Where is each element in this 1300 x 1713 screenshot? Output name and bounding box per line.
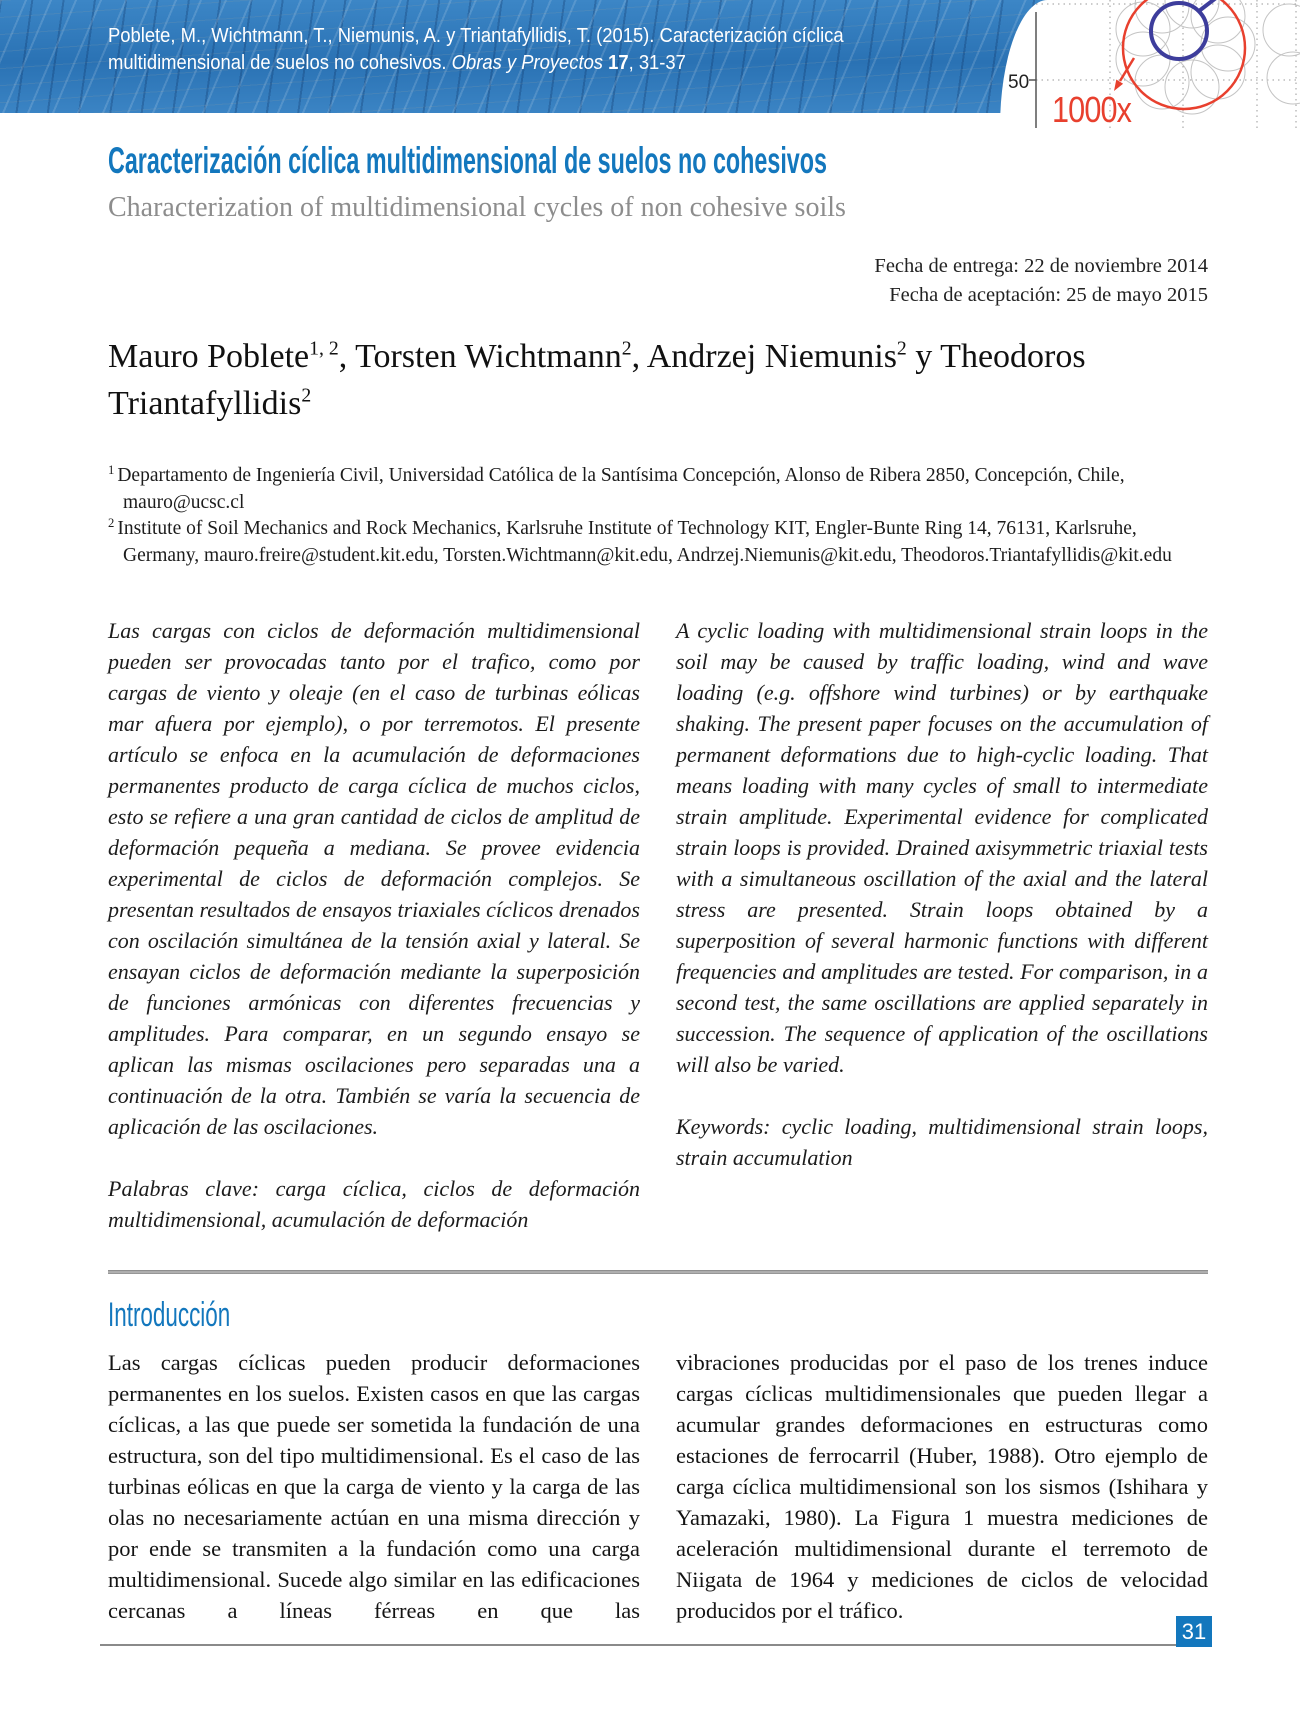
article-front-matter	[0, 140, 1300, 1626]
affiliation-marker: 2	[108, 515, 115, 530]
introduction-col2: vibraciones producidas por el paso de los trenes induce cargas cíclicas multidimensionales que pueden llegar a acumular grandes deformaciones en estructuras como estaciones de ferrocarril (Huber, 1988). Otro ejemplo de carga cíclica multidimensional son los sismos (Ishihara y Yamazaki, 1980). La Figura 1 muestra mediciones de aceleración multidimensional durante el terremoto de Niigata de 1964 y mediciones de ciclos de velocidad producidos por el tráfico.	[676, 1350, 1208, 1623]
introduction-col1: Las cargas cíclicas pueden producir deformaciones permanentes en los suelos. Existen casos en que las cargas cíclicas, a las que puede ser sometida la fundación de una estructura, son del tipo multidimensional. Es el caso de las turbinas eólicas en que la carga de viento y la carga de las olas no necesariamente actúan en una misma dirección y por ende se transmiten a la fundación como una carga multidimensional. Sucede algo similar en las edificaciones cercanas a líneas férreas en que las	[108, 1350, 640, 1623]
keywords: Keywords: cyclic loading, multidimensional strain loops, strain accumulation	[676, 1114, 1208, 1170]
introduction-body	[108, 1347, 1208, 1626]
affiliations-block	[108, 463, 1208, 569]
gray-circle-pattern	[1116, 0, 1300, 114]
article-title-en: Characterization of multidimensional cycles of non cohesive soils	[108, 192, 846, 223]
citation-text	[108, 23, 844, 77]
introduction-heading: Introducción	[108, 1296, 231, 1334]
abstract-en-body: A cyclic loading with multidimensional strain loops in the soil may be caused by traffic loading, wind and wave loading (e.g. offshore wind turbines) or by earthquake shaking. The present paper focuses on the accumulation of permanent deformations due to high-cyclic loading. That means loading with many cycles of small to intermediate strain amplitude. Experimental evidence for complicated strain loops is provided. Drained axisymmetric triaxial tests with a simultaneous oscillation of the axial and the lateral stress are presented. Strain loops obtained by a superposition of several harmonic functions with different frequencies and amplitudes are tested. For comparison, in a second test, the same oscillations are applied separately in succession. The sequence of application of the oscillations will also be varied.	[676, 618, 1208, 1077]
palabras-clave: Palabras clave: carga cíclica, ciclos de deformación multidimensional, acumulación de deformación	[108, 1176, 640, 1232]
abstract-en-column	[676, 615, 1208, 1235]
author-name: Theodoros Triantafyllidis	[108, 338, 1094, 422]
header-figure-graphic	[1000, 0, 1300, 128]
author-name: Andrzej Niemunis	[646, 338, 897, 375]
citation-line1: Poblete, M., Wichtmann, T., Niemunis, A. y Triantafyllidis, T. (2015). Caracterización cíclica	[108, 25, 844, 47]
author-affiliation-sup: 2	[896, 337, 907, 360]
article-title-es: Caracterización cíclica multidimensional de suelos no cohesivos	[108, 140, 827, 181]
affiliation-text: Departamento de Ingeniería Civil, Universidad Católica de la Santísima Concepción, Alonso de Ribera 2850, Concepción, Chile, mauro@ucsc.cl	[117, 465, 1125, 513]
author-separator: ,	[631, 338, 647, 375]
section-divider-rule	[108, 1270, 1208, 1274]
y-axis-tick-label: 50	[1008, 72, 1030, 93]
affiliation-marker: 1	[108, 462, 115, 477]
strain-loop-plot	[1000, 0, 1300, 128]
page-number-badge: 31	[1176, 1616, 1212, 1647]
author-affiliation-sup: 1, 2	[309, 337, 339, 360]
affiliation-item	[108, 516, 1208, 569]
abstract-es-body: Las cargas con ciclos de deformación multidimensional pueden ser provocadas tanto por el trafico, como por cargas de viento y oleaje (en el caso de turbinas eólicas mar afuera por ejemplo), o por terremotos. El presente artículo se enfoca en la acumulación de deformaciones permanentes producto de carga cíclica de muchos ciclos, esto se refiere a una gran cantidad de ciclos de amplitud de deformación pequeña a mediana. Se provee evidencia experimental de ciclos de deformación complejos. Se presentan resultados de ensayos triaxiales cíclicos drenados con oscilación simultánea de la tensión axial y lateral. Se ensayan ciclos de deformación mediante la superposición de funciones armónicas con diferentes frecuencias y amplitudes. Para comparar, en un segundo ensayo se aplican las mismas oscilaciones pero separadas una a continuación de la otra. También se varía la secuencia de aplicación de las oscilaciones.	[108, 618, 640, 1139]
red-envelope-circle	[1123, 0, 1245, 109]
citation-volume: 17	[603, 52, 629, 74]
journal-header-band	[0, 0, 1300, 128]
author-affiliation-sup: 2	[301, 384, 312, 407]
abstract-section	[108, 615, 1208, 1235]
citation-line2-prefix: multidimensional de suelos no cohesivos.	[108, 52, 452, 74]
magnification-label: 1000x	[1052, 90, 1132, 128]
blue-loop-circle	[1151, 0, 1242, 59]
affiliation-text: Institute of Soil Mechanics and Rock Mechanics, Karlsruhe Institute of Technology KIT, Engler-Bunte Ring 14, 76131, Karlsruhe, Germany, mauro.freire@student.kit.edu, Torsten.Wichtmann@kit.edu, Andrzej.Niemunis@kit.edu, Theodoros.Triantafyllidis@kit.edu	[117, 518, 1172, 566]
date-accepted: Fecha de aceptación: 25 de mayo 2015	[889, 284, 1208, 306]
authors-line	[108, 333, 1208, 427]
footer-rule	[100, 1644, 1178, 1646]
author-separator: ,	[338, 338, 356, 375]
author-separator: y	[906, 338, 941, 375]
affiliation-item	[108, 463, 1208, 516]
citation-journal-name: Obras y Proyectos	[451, 52, 604, 74]
submission-dates	[108, 252, 1208, 310]
citation-pages: , 31-37	[628, 52, 686, 74]
author-name: Torsten Wichtmann	[355, 338, 622, 375]
abstract-es-column	[108, 615, 640, 1235]
y-axis	[1029, 12, 1036, 128]
author-name: Mauro Poblete	[108, 338, 310, 375]
author-affiliation-sup: 2	[621, 337, 632, 360]
date-received: Fecha de entrega: 22 de noviembre 2014	[874, 255, 1208, 277]
